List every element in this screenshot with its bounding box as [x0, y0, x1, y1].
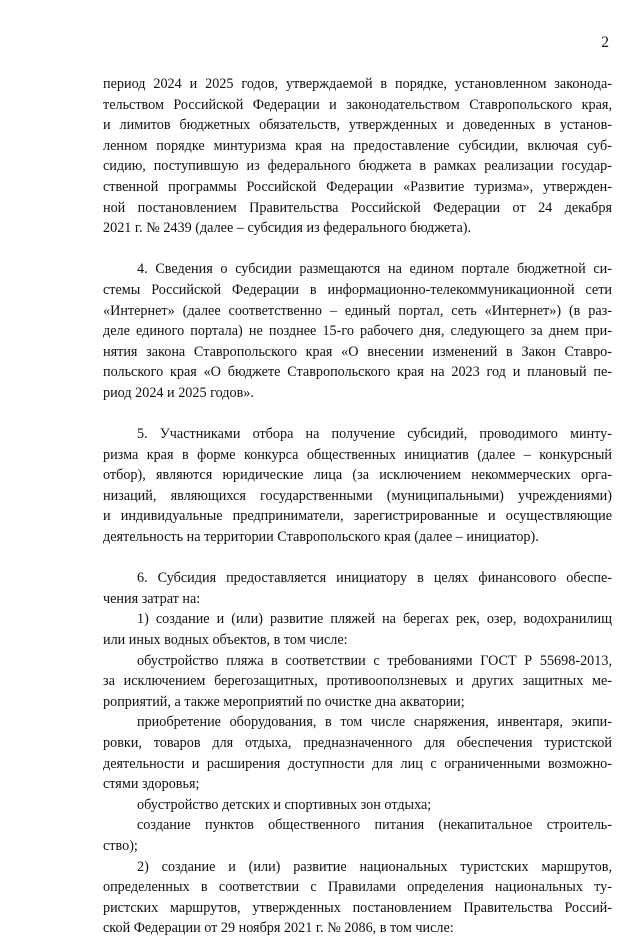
text-line: за исключением берегозащитных, противооползневых и других защитных ме-	[103, 673, 612, 690]
text-line: приобретение оборудования, в том числе снаряжения, инвентаря, экипи-	[137, 714, 612, 731]
text-line: стемы Российской Федерации в информационно-телекоммуникационной сети	[103, 281, 612, 298]
text-line: 2) создание и (или) развитие национальных туристских маршрутов,	[137, 858, 612, 875]
text-line: роприятий, а также мероприятий по очистке дна акватории;	[103, 693, 465, 710]
text-line: определенных в соответствии с Правилами определения национальных ту-	[103, 879, 612, 896]
text-line: польского края «О бюджете Ставропольского края на 2023 год и плановый пе-	[103, 364, 612, 381]
paragraph-item-4	[103, 259, 612, 403]
text-line: низаций, являющихся государственными (муниципальными) учреждениями)	[103, 487, 612, 504]
text-line: ство);	[103, 837, 138, 854]
text-line: обустройство детских и спортивных зон отдыха;	[137, 796, 432, 813]
text-line: период 2024 и 2025 годов, утверждаемой в порядке, установленном законода-	[103, 76, 612, 92]
text-line: или иных водных объектов, в том числе:	[103, 632, 348, 649]
paragraph-subitem-1	[103, 609, 612, 650]
paragraph-subitem-2	[103, 857, 612, 939]
text-line: обустройство пляжа в соответствии с требованиями ГОСТ Р 55698-2013,	[137, 652, 612, 669]
text-line: ровки, товаров для отдыха, предназначенного для обеспечения туристской	[103, 735, 612, 751]
paragraph-recreation-zones	[103, 795, 612, 816]
text-line: деятельности и расширения доступности для лиц с ограниченными возможно-	[103, 755, 612, 772]
text-line: создание пунктов общественного питания (некапитальное строитель-	[137, 817, 612, 834]
text-line: деле единого портала) не позднее 15-го рабочего дня, следующего за днем при-	[103, 323, 612, 340]
text-line: 6. Субсидия предоставляется инициатору в целях финансового обеспе-	[137, 570, 612, 587]
text-line: ленном порядке минтуризма края на предоставление субсидии, включая суб-	[103, 137, 612, 154]
text-line: ственной программы Российской Федерации «Развитие туризма», утвержден-	[103, 178, 612, 195]
text-line: стями здоровья;	[103, 776, 200, 793]
paragraph-equipment	[103, 712, 612, 794]
text-line: и лимитов бюджетных обязательств, утвержденных и доведенных в установ-	[103, 117, 612, 134]
text-line: «Интернет» (далее соответственно – единый портал, сеть «Интернет») (в раз-	[103, 302, 612, 319]
text-line: ской Федерации от 29 ноября 2021 г. № 2086, в том числе:	[103, 920, 454, 937]
text-line: чения затрат на:	[103, 590, 201, 607]
text-line: и индивидуальные предприниматели, зарегистрированные и осуществляющие	[103, 508, 612, 525]
text-line: 4. Сведения о субсидии размещаются на едином портале бюджетной си-	[137, 261, 612, 278]
text-line: деятельность на территории Ставропольского края (далее – инициатор).	[103, 529, 539, 546]
text-line: тельством Российской Федерации и законодательством Ставропольского края,	[103, 96, 612, 113]
paragraph-catering	[103, 815, 612, 856]
text-line: 1) создание и (или) развитие пляжей на берегах рек, озер, водохранилищ	[137, 611, 612, 628]
text-line: 5. Участниками отбора на получение субсидий, проводимого минту-	[137, 426, 612, 443]
text-line: риод 2024 и 2025 годов».	[103, 384, 254, 401]
paragraph-item-5	[103, 424, 612, 548]
page-number: 2	[601, 34, 609, 51]
text-line: ристских маршрутов, утвержденных постановлением Правительства Россий-	[103, 899, 612, 916]
text-line: нятия закона Ставропольского края «О внесении изменений в Закон Ставро-	[103, 343, 612, 360]
text-line: ризма края в форме конкурса общественных инициатив (далее – конкурсный	[103, 446, 612, 463]
document-body	[103, 74, 612, 939]
text-line: 2021 г. № 2439 (далее – субсидия из федерального бюджета).	[103, 220, 472, 237]
text-line: отбор), являются юридические лица (за исключением некоммерческих орга-	[103, 467, 612, 484]
text-line: сидию, поступившую из федерального бюджета в рамках реализации государ-	[103, 158, 612, 175]
text-line: ной постановлением Правительства Российской Федерации от 24 декабря	[103, 199, 612, 216]
paragraph-item-6	[103, 568, 612, 609]
paragraph-continuation	[103, 74, 612, 239]
paragraph-beach-arrangement	[103, 651, 612, 713]
